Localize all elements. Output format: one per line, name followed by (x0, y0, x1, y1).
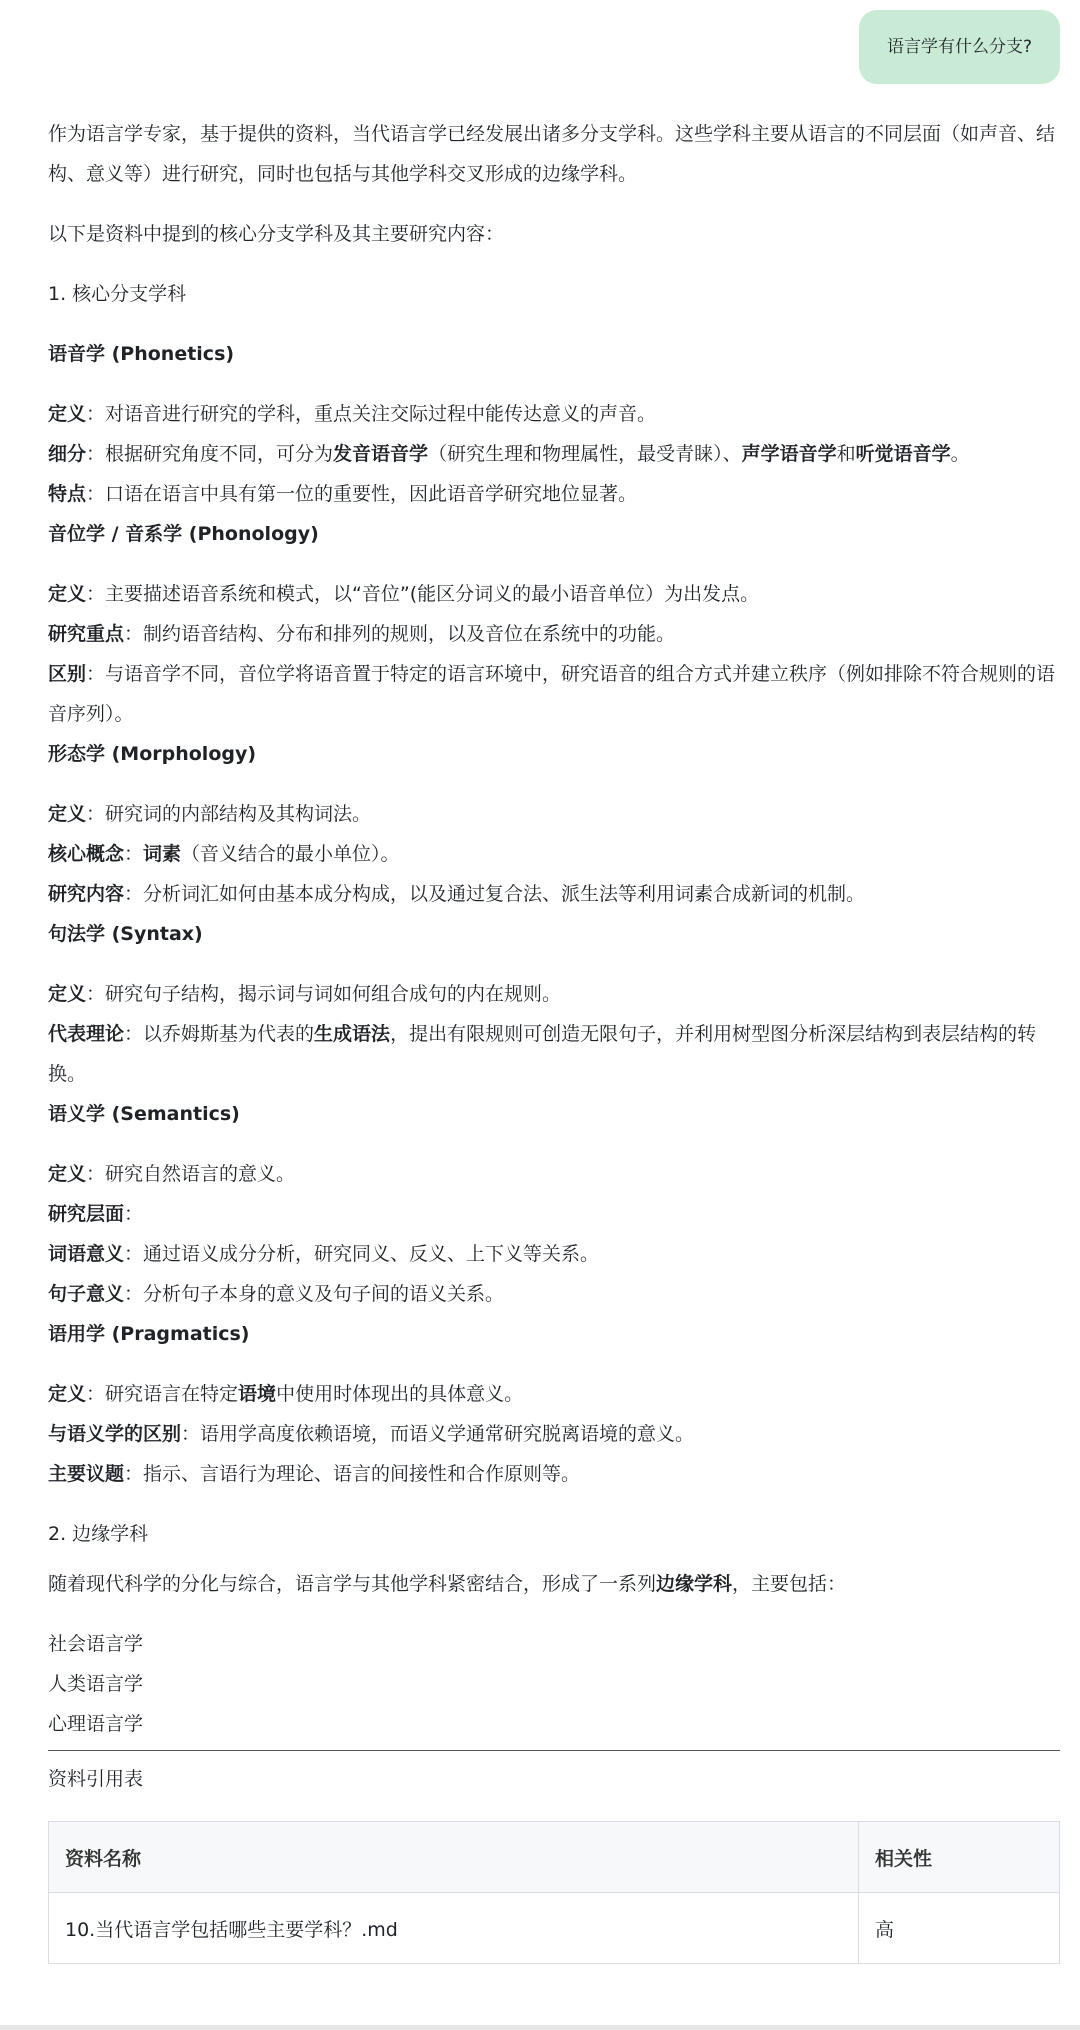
divider (48, 1750, 1060, 1751)
branch-pragmatics-title: 语用学 (Pragmatics) (48, 1323, 250, 1345)
list-item: 社会语言学 (48, 1633, 144, 1655)
branch-syntax-title: 句法学 (Syntax) (48, 923, 203, 945)
assistant-answer (48, 114, 1060, 1964)
section-1-title: 1. 核心分支学科 (48, 283, 187, 305)
morphology-definition: 定义：研究词的内部结构及其构词法。 (48, 803, 372, 825)
semantics-word-meaning: 词语意义：通过语义成分分析，研究同义、反义、上下义等关系。 (48, 1243, 600, 1265)
column-header-relevance: 相关性 (859, 1822, 1060, 1893)
reference-table-title: 资料引用表 (48, 1768, 144, 1790)
pragmatics-definition: 定义：研究语言在特定语境中使用时体现出的具体意义。 (48, 1383, 524, 1405)
intro-paragraph: 作为语言学专家，基于提供的资料，当代语言学已经发展出诸多分支学科。这些学科主要从语言的不同层面（如声音、结构、意义等）进行研究，同时也包括与其他学科交叉形成的边缘学科。 (48, 123, 1056, 185)
syntax-definition: 定义：研究句子结构，揭示词与词如何组合成句的内在规则。 (48, 983, 562, 1005)
phonetics-definition: 定义：对语音进行研究的学科，重点关注交际过程中能传达意义的声音。 (48, 403, 657, 425)
pragmatics-topics: 主要议题：指示、言语行为理论、语言的间接性和合作原则等。 (48, 1463, 581, 1485)
semantics-sentence-meaning: 句子意义：分析句子本身的意义及句子间的语义关系。 (48, 1283, 505, 1305)
bottom-edge (0, 2025, 1080, 2030)
section-2-title: 2. 边缘学科 (48, 1523, 149, 1545)
table-row (49, 1893, 1060, 1964)
column-header-source: 资料名称 (49, 1822, 859, 1893)
morphology-core-concept: 核心概念：词素（音义结合的最小单位）。 (48, 843, 400, 865)
lead-paragraph: 以下是资料中提到的核心分支学科及其主要研究内容： (48, 223, 505, 245)
list-item: 人类语言学 (48, 1673, 144, 1695)
section-2-intro: 随着现代科学的分化与综合，语言学与其他学科紧密结合，形成了一系列边缘学科，主要包括： (48, 1573, 847, 1595)
table-cell-relevance: 高 (859, 1893, 1060, 1964)
phonology-focus: 研究重点：制约语音结构、分布和排列的规则，以及音位在系统中的功能。 (48, 623, 676, 645)
syntax-theory: 代表理论：以乔姆斯基为代表的生成语法，提出有限规则可创造无限句子，并利用树型图分析深层结构到表层结构的转换。 (48, 1023, 1037, 1085)
user-message-bubble: 语言学有什么分支? (859, 10, 1060, 84)
pragmatics-vs-semantics: 与语义学的区别：语用学高度依赖语境，而语义学通常研究脱离语境的意义。 (48, 1423, 695, 1445)
list-item: 心理语言学 (48, 1713, 144, 1735)
phonology-definition: 定义：主要描述语音系统和模式，以“音位”(能区分词义的最小语音单位）为出发点。 (48, 583, 760, 605)
phonology-difference: 区别：与语音学不同，音位学将语音置于特定的语言环境中，研究语音的组合方式并建立秩序（例如排除不符合规则的语音序列）。 (48, 663, 1056, 725)
table-cell-source: 10.当代语言学包括哪些主要学科？.md (49, 1893, 859, 1964)
phonetics-subdivision: 细分：根据研究角度不同，可分为发音语音学（研究生理和物理属性，最受青睐）、声学语音学和听觉语音学。 (48, 443, 970, 465)
branch-semantics-title: 语义学 (Semantics) (48, 1103, 240, 1125)
branch-phonetics-title: 语音学 (Phonetics) (48, 343, 235, 365)
semantics-definition: 定义：研究自然语言的意义。 (48, 1163, 296, 1185)
branch-phonology-title: 音位学 / 音系学 (Phonology) (48, 523, 319, 545)
branch-morphology-title: 形态学 (Morphology) (48, 743, 257, 765)
reference-table (48, 1821, 1060, 1964)
fringe-list (48, 1624, 1060, 1744)
semantics-levels: 研究层面： (48, 1203, 144, 1225)
table-header-row (49, 1822, 1060, 1893)
phonetics-feature: 特点：口语在语言中具有第一位的重要性，因此语音学研究地位显著。 (48, 483, 638, 505)
morphology-content: 研究内容：分析词汇如何由基本成分构成，以及通过复合法、派生法等利用词素合成新词的机制。 (48, 883, 866, 905)
